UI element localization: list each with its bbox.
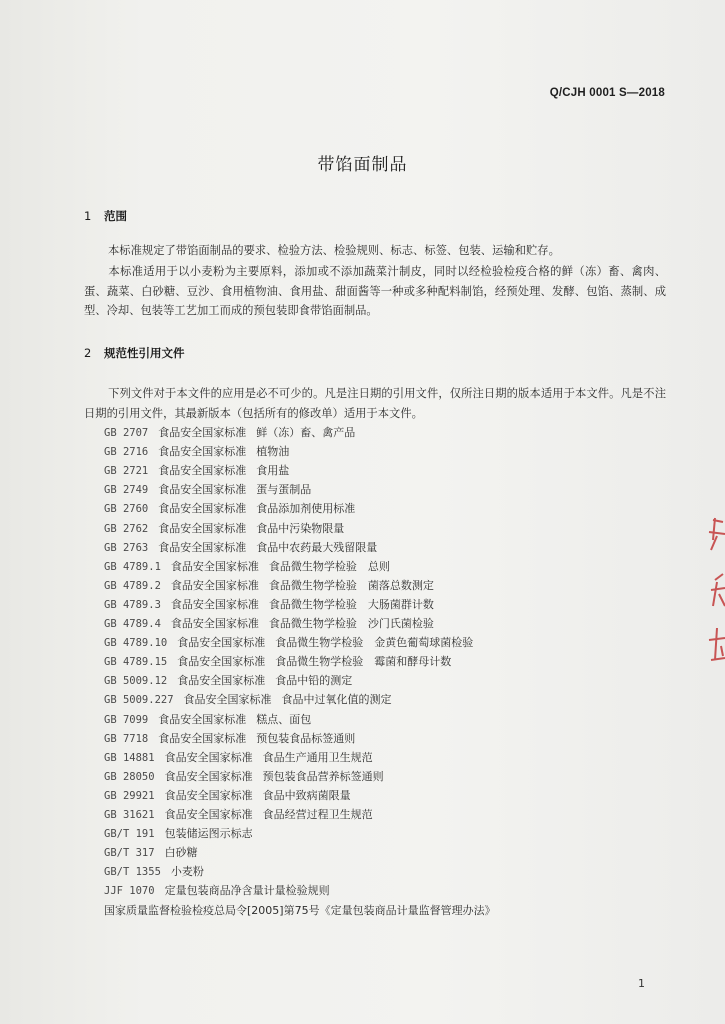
reference-code: JJF 1070 bbox=[104, 885, 155, 898]
reference-item bbox=[104, 768, 384, 784]
reference-item bbox=[104, 577, 434, 593]
section-1-title: 范围 bbox=[104, 209, 127, 223]
reference-category: 食品安全国家标准 bbox=[158, 502, 247, 516]
reference-category: 食品安全国家标准 bbox=[170, 578, 259, 592]
reference-item bbox=[104, 691, 392, 707]
reference-category: 食品安全国家标准 bbox=[164, 808, 253, 821]
reference-item bbox=[104, 749, 373, 765]
reference-category: 食品安全国家标准 bbox=[164, 769, 253, 783]
section-1-paragraph-2-text: 本标准适用于以小麦粉为主要原料，添加或不添加蔬菜汁制皮，同时以经检验检疫合格的鲜（冻）畜、禽肉、蛋、蔬菜、白砂糖、豆沙、食用植物油、食用盐、甜面酱等一种或多种配料制馅，经预处理、发酵、包馅、蒸制、成型、冷却、包装等工艺加工而成的预包装即食带馅面制品。 bbox=[84, 265, 666, 317]
reference-code: GB 2763 bbox=[104, 541, 149, 554]
reference-code: GB 31621 bbox=[104, 809, 155, 821]
reference-title: 食品生产通用卫生规范 bbox=[262, 750, 373, 764]
reference-item bbox=[104, 481, 311, 497]
reference-title: 食品中农药最大残留限量 bbox=[256, 540, 378, 554]
reference-code: GB 5009.227 bbox=[104, 694, 174, 707]
reference-item bbox=[104, 615, 434, 631]
reference-title: 食品微生物学检验 菌落总数测定 bbox=[268, 578, 434, 592]
reference-title: 食品中致病菌限量 bbox=[262, 788, 351, 802]
reference-item bbox=[104, 711, 311, 727]
reference-title: 食品中过氧化值的测定 bbox=[281, 693, 392, 707]
reference-code: GB 5009.12 bbox=[104, 675, 168, 688]
reference-title: 食品微生物学检验 霉菌和酵母计数 bbox=[275, 655, 452, 669]
reference-item bbox=[104, 520, 344, 536]
reference-category: 食品安全国家标准 bbox=[170, 559, 259, 573]
reference-item bbox=[104, 653, 451, 669]
page-number: 1 bbox=[638, 977, 645, 990]
reference-item bbox=[104, 882, 330, 898]
reference-title: 定量包装商品净含量计量检验规则 bbox=[164, 884, 330, 898]
reference-item bbox=[104, 596, 434, 612]
reference-title: 糕点、面包 bbox=[256, 712, 312, 726]
reference-item bbox=[104, 539, 377, 555]
reference-title: 食用盐 bbox=[256, 464, 290, 478]
reference-code: GB 2721 bbox=[104, 465, 149, 478]
reference-category: 食品安全国家标准 bbox=[158, 464, 247, 478]
reference-title: 植物油 bbox=[256, 445, 290, 459]
seal-stamp bbox=[699, 510, 725, 690]
section-1-number: 1 bbox=[84, 209, 92, 223]
reference-code: GB 2716 bbox=[104, 446, 149, 459]
reference-code: GB 29921 bbox=[104, 789, 155, 802]
reference-code: GB 4789.10 bbox=[104, 637, 168, 650]
reference-category: 食品安全国家标准 bbox=[177, 655, 266, 669]
reference-category: 食品安全国家标准 bbox=[164, 750, 253, 764]
reference-title: 食品中污染物限量 bbox=[256, 521, 345, 535]
section-1-paragraph-2 bbox=[84, 262, 666, 321]
section-1-heading bbox=[84, 208, 127, 224]
reference-category: 食品安全国家标准 bbox=[177, 636, 266, 650]
reference-code: GB 4789.1 bbox=[104, 560, 161, 573]
reference-item bbox=[104, 825, 253, 841]
reference-title: 食品中铅的测定 bbox=[275, 674, 353, 688]
reference-category: 食品安全国家标准 bbox=[158, 483, 247, 497]
reference-code: GB 7718 bbox=[104, 732, 149, 745]
section-2-title: 规范性引用文件 bbox=[104, 346, 185, 360]
reference-category: 食品安全国家标准 bbox=[158, 540, 247, 554]
reference-code: GB/T 317 bbox=[104, 847, 155, 860]
reference-title: 蛋与蛋制品 bbox=[256, 483, 312, 497]
reference-category: 食品安全国家标准 bbox=[158, 445, 247, 459]
reference-item bbox=[104, 730, 355, 746]
reference-title: 预包装食品标签通则 bbox=[256, 731, 356, 745]
reference-category: 食品安全国家标准 bbox=[158, 521, 247, 535]
reference-item bbox=[104, 902, 496, 918]
reference-item bbox=[104, 672, 352, 688]
reference-item bbox=[104, 462, 289, 478]
reference-title: 食品微生物学检验 大肠菌群计数 bbox=[268, 597, 434, 611]
reference-title: 预包装食品营养标签通则 bbox=[262, 769, 384, 783]
section-2-heading bbox=[84, 345, 185, 361]
reference-title: 白砂糖 bbox=[164, 846, 198, 860]
section-1-paragraph-1 bbox=[84, 241, 666, 261]
reference-category: 食品安全国家标准 bbox=[177, 674, 266, 688]
reference-code: GB 2760 bbox=[104, 503, 149, 516]
reference-title: 食品微生物学检验 沙门氏菌检验 bbox=[268, 617, 434, 630]
reference-code: GB/T 191 bbox=[104, 828, 155, 841]
reference-title: 国家质量监督检验检疫总局令[2005]第75号《定量包装商品计量监督管理办法》 bbox=[104, 903, 496, 917]
reference-category: 食品安全国家标准 bbox=[170, 597, 259, 611]
reference-item bbox=[104, 558, 390, 574]
reference-title: 小麦粉 bbox=[170, 865, 204, 879]
reference-category: 食品安全国家标准 bbox=[183, 693, 272, 707]
reference-item bbox=[104, 844, 198, 860]
reference-code: GB 28050 bbox=[104, 770, 155, 783]
document-code: Q/CJH 0001 S—2018 bbox=[549, 87, 665, 99]
reference-item bbox=[104, 424, 355, 440]
reference-item bbox=[104, 443, 289, 459]
reference-title: 食品添加剂使用标准 bbox=[256, 502, 356, 516]
reference-title: 包装储运图示标志 bbox=[164, 827, 253, 841]
reference-category: 食品安全国家标准 bbox=[158, 731, 247, 745]
reference-category: 食品安全国家标准 bbox=[158, 712, 247, 726]
section-2-number: 2 bbox=[84, 346, 92, 360]
document-title: 带馅面制品 bbox=[317, 155, 408, 175]
reference-item bbox=[104, 806, 373, 822]
reference-code: GB 2707 bbox=[104, 427, 149, 439]
reference-category: 食品安全国家标准 bbox=[170, 617, 259, 630]
reference-category: 食品安全国家标准 bbox=[158, 426, 247, 439]
reference-item bbox=[104, 787, 351, 803]
reference-code: GB 4789.4 bbox=[104, 618, 161, 630]
reference-item bbox=[104, 863, 204, 879]
section-2-intro bbox=[84, 384, 666, 423]
reference-code: GB/T 1355 bbox=[104, 866, 161, 879]
reference-code: GB 4789.2 bbox=[104, 579, 161, 592]
reference-code: GB 2749 bbox=[104, 484, 149, 497]
reference-category: 食品安全国家标准 bbox=[164, 788, 253, 802]
reference-code: GB 14881 bbox=[104, 751, 155, 764]
reference-code: GB 4789.3 bbox=[104, 598, 161, 611]
reference-title: 鲜（冻）畜、禽产品 bbox=[256, 426, 356, 439]
reference-item bbox=[104, 634, 473, 650]
reference-item bbox=[104, 500, 355, 516]
reference-title: 食品微生物学检验 总则 bbox=[268, 559, 390, 573]
section-1-paragraph-1-text: 本标准规定了带馅面制品的要求、检验方法、检验规则、标志、标签、包装、运输和贮存。 bbox=[108, 244, 560, 257]
reference-code: GB 2762 bbox=[104, 522, 149, 535]
reference-title: 食品微生物学检验 金黄色葡萄球菌检验 bbox=[275, 636, 474, 650]
reference-title: 食品经营过程卫生规范 bbox=[262, 808, 373, 821]
reference-code: GB 4789.15 bbox=[104, 656, 168, 669]
reference-code: GB 7099 bbox=[104, 713, 149, 726]
section-2-intro-text: 下列文件对于本文件的应用是必不可少的。凡是注日期的引用文件，仅所注日期的版本适用于本文件。凡是不注日期的引用文件，其最新版本（包括所有的修改单）适用于本文件。 bbox=[84, 387, 666, 420]
